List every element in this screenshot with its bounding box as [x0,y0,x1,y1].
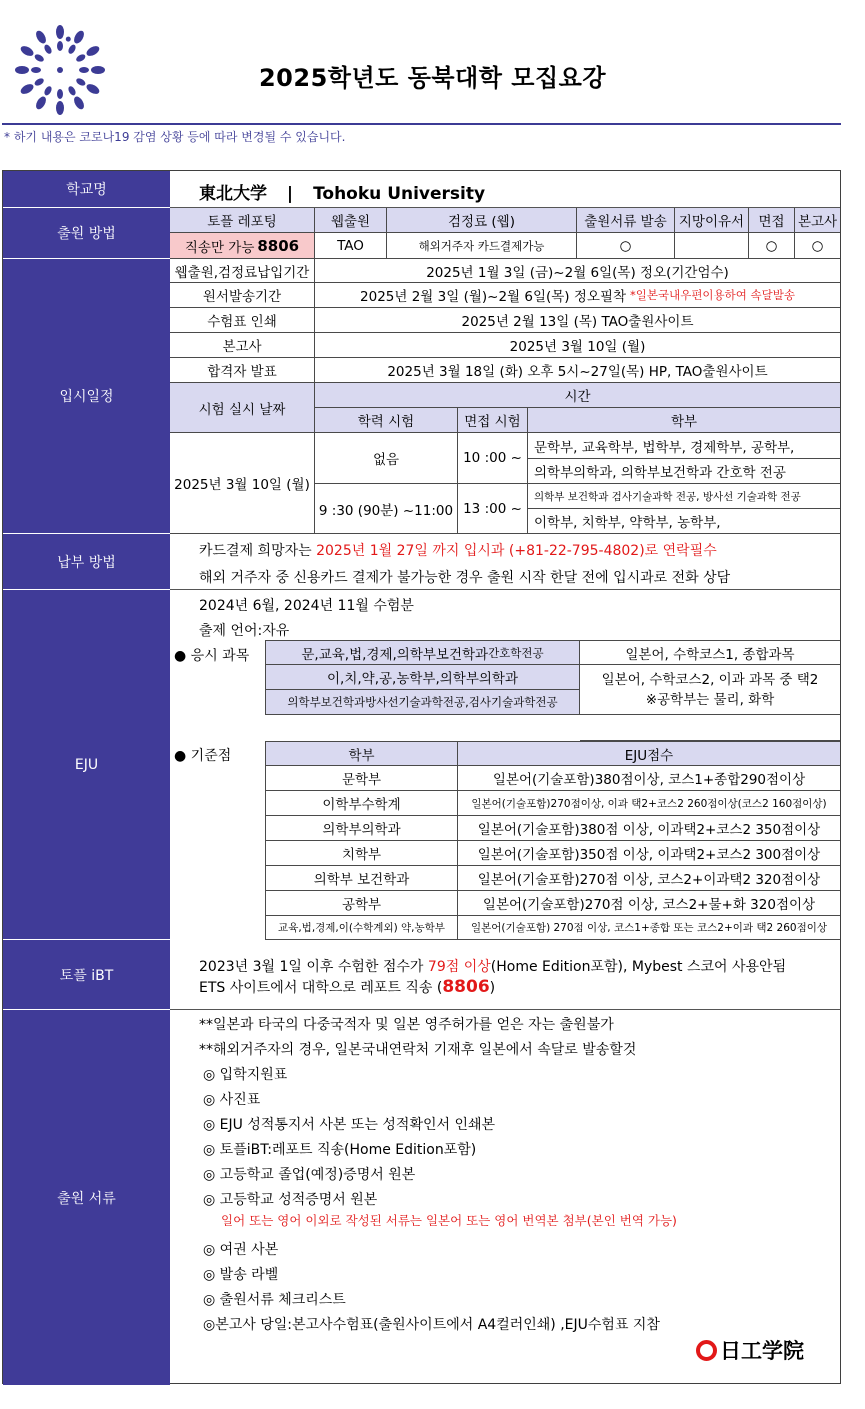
criteria-faculty: 문학부 [265,766,458,791]
eju-subject-faculty: 의학부보건학과방사선기술과학전공,검사기술과학전공 [265,690,580,715]
document-item: ◎본고사 당일:본고사수험표(출원사이트에서 A4컬러인쇄) ,EJU수험표 지참 [203,1317,660,1333]
academic-none: 없음 [315,433,458,484]
criteria-header-score: EJU점수 [458,741,840,766]
apply-header-web: 웹출원 [315,208,387,233]
schedule-label: 본고사 [170,333,315,358]
apply-header-interview: 면접 [749,208,795,233]
criteria-faculty: 공학부 [265,891,458,916]
payment-line-1: 카드결제 희망자는 2025년 1월 27일 까지 입시과 (+81-22-795-4802)로 연락필수 [199,543,717,559]
apply-exam-value: ○ [795,233,840,259]
section-toefl: 토플 iBT [3,940,170,1010]
faculty-list: 이학부, 치학부, 약학부, 농학부, [528,509,840,534]
eju-subjects-label: ● 응시 과목 [174,648,250,664]
eju-subject-value: 일본어, 수학코스2, 이과 과목 중 택2 ※공학부는 물리, 화학 [580,665,840,715]
apply-header-fee: 검정료 (웹) [387,208,577,233]
disclaimer-note: * 하기 내용은 코로나19 감염 상황 등에 따라 변경될 수 있습니다. [4,130,346,144]
divider [2,123,841,125]
toefl-code: 8806 [257,236,300,255]
apply-interview-value: ○ [749,233,795,259]
schedule-note: *일본국내우편이용하여 속달발송 [630,288,795,302]
translation-note: 일어 또는 영어 이외로 작성된 서류는 일본어 또는 영어 번역본 첨부(본인 번역 가능) [221,1213,677,1228]
time-header: 시간 [315,383,840,408]
toefl-code: 8806 [442,977,490,997]
document-item: ◎ EJU 성적통지서 사본 또는 성적확인서 인쇄본 [203,1117,496,1133]
section-payment: 납부 방법 [3,534,170,590]
eju-subject-faculty: 이,치,약,공,농학부,의학부의학과 [265,665,580,690]
schedule-label: 수험표 인쇄 [170,308,315,333]
criteria-faculty: 의학부의학과 [265,816,458,841]
schedule-label: 합격자 발표 [170,358,315,383]
section-eju: EJU [3,590,170,940]
criteria-score: 일본어(기술포함)380점 이상, 이과택2+코스2 350점이상 [458,816,840,841]
section-documents: 출원 서류 [3,1010,170,1385]
criteria-score: 일본어(기술포함)380점이상, 코스1+종합290점이상 [458,766,840,791]
criteria-score: 일본어(기술포함) 270점 이상, 코스1+종합 또는 코스2+이과 택2 260점이상 [458,916,840,940]
schedule-label: 웹출원,검정료납입기간 [170,259,315,283]
document-item: ◎ 고등학교 성적증명서 원본 [203,1192,378,1208]
apply-toefl-value: 직송만 가능 8806 [170,233,315,259]
document-item: ◎ 고등학교 졸업(예정)증명서 원본 [203,1167,416,1183]
faculty-header: 학부 [528,408,840,433]
schedule-value: 2025년 2월 3일 (월)~2월 6일(목) 정오필착 *일본국내우편이용하여 속달발송 [315,283,840,308]
schedule-value: 2025년 3월 18일 (화) 오후 5시~27일(목) HP, TAO출원사이트 [315,358,840,383]
brand-name: 日工学院 [720,1339,804,1363]
brand-logo [696,1335,804,1365]
schedule-value: 2025년 1월 3일 (금)~2월 6일(목) 정오(기간엄수) [315,259,840,283]
criteria-score: 일본어(기술포함)270점 이상, 코스2+이과택2 320점이상 [458,866,840,891]
apply-fee-value: 해외거주자 카드결제가능 [387,233,577,259]
documents-note: **일본과 타국의 다중국적자 및 일본 영주허가를 얻은 자는 출원불가 [199,1017,614,1033]
eju-subject-faculty: 문,교육,법,경제,의학부보건학과 간호학전공 [265,640,580,665]
interview-test-header: 면접 시험 [458,408,528,433]
school-name-divider: | [286,184,294,204]
school-name [199,179,485,204]
interview-time: 13 :00 ~ [458,484,528,534]
section-school: 학교명 [3,171,170,208]
apply-reason-value [675,233,749,259]
eju-criteria-label: ● 기준점 [174,748,232,764]
eju-subject-value: 일본어, 수학코스1, 종합과목 [580,640,840,665]
criteria-faculty: 교육,법,경제,이(수학계외) 약,농학부 [265,916,458,940]
exam-date-header: 시험 실시 날짜 [170,383,315,433]
schedule-value: 2025년 3월 10일 (월) [315,333,840,358]
apply-header-docs: 출원서류 발송 [577,208,675,233]
document-item: ◎ 입학지원표 [203,1067,288,1083]
document-item: ◎ 토플iBT:레포트 직송(Home Edition포함) [203,1142,477,1158]
academic-test-header: 학력 시험 [315,408,458,433]
interview-time: 10 :00 ~ [458,433,528,484]
document-item: ◎ 여권 사본 [203,1242,279,1258]
eju-language: 출제 언어:자유 [199,623,290,639]
criteria-faculty: 치학부 [265,841,458,866]
page-title: 2025학년도 동북대학 모집요강 [258,64,607,92]
toefl-line-1: 2023년 3월 1일 이후 수험한 점수가 79점 이상(Home Edition포함), Mybest 스코어 사용안됨 [199,959,787,975]
section-schedule: 입시일정 [3,259,170,534]
admission-table [2,170,841,1384]
faculty-list: 의학부 보건학과 검사기술과학 전공, 방사선 기술과학 전공 [528,484,840,509]
exam-date: 2025년 3월 10일 (월) [170,433,315,534]
eju-exam-period: 2024년 6월, 2024년 11월 수험분 [199,598,414,614]
school-name-en: Tohoku University [313,184,486,204]
criteria-header-faculty: 학부 [265,741,458,766]
school-name-jp: 東北大学 [199,184,267,204]
criteria-faculty: 의학부 보건학과 [265,866,458,891]
document-item: ◎ 발송 라벨 [203,1267,279,1283]
apply-header-reason: 지망이유서 [675,208,749,233]
apply-web-value: TAO [315,233,387,259]
faculty-list: 문학부, 교육학부, 법학부, 경제학부, 공학부, [528,433,840,459]
brand-ring-icon [696,1340,717,1361]
criteria-score: 일본어(기술포함)350점 이상, 이과택2+코스2 300점이상 [458,841,840,866]
payment-line-2: 해외 거주자 중 신용카드 결제가 불가능한 경우 출원 시작 한달 전에 입시과로 전화 상담 [199,570,731,586]
schedule-label: 원서발송기간 [170,283,315,308]
documents-note: **해외거주자의 경우, 일본국내연락처 기재후 일본에서 속달로 발송할것 [199,1042,637,1058]
document-item: ◎ 출원서류 체크리스트 [203,1292,346,1308]
criteria-score: 일본어(기술포함)270점 이상, 코스2+물+화 320점이상 [458,891,840,916]
apply-header-exam: 본고사 [795,208,840,233]
criteria-faculty: 이학부수학계 [265,791,458,816]
academic-time: 9 :30 (90분) ~11:00 [315,484,458,534]
eju-subject-empty [580,715,840,741]
section-apply-method: 출원 방법 [3,208,170,259]
apply-header-toefl: 토플 레포팅 [170,208,315,233]
criteria-score: 일본어(기술포함)270점이상, 이과 택2+코스2 260점이상(코스2 160점이상) [458,791,840,816]
faculty-list: 의학부의학과, 의학부보건학과 간호학 전공 [528,459,840,484]
document-item: ◎ 사진표 [203,1092,261,1108]
toefl-line-2: ETS 사이트에서 대학으로 레포트 직송 (8806) [199,977,496,997]
schedule-value: 2025년 2월 13일 (목) TAO출원사이트 [315,308,840,333]
apply-docs-value: ○ [577,233,675,259]
